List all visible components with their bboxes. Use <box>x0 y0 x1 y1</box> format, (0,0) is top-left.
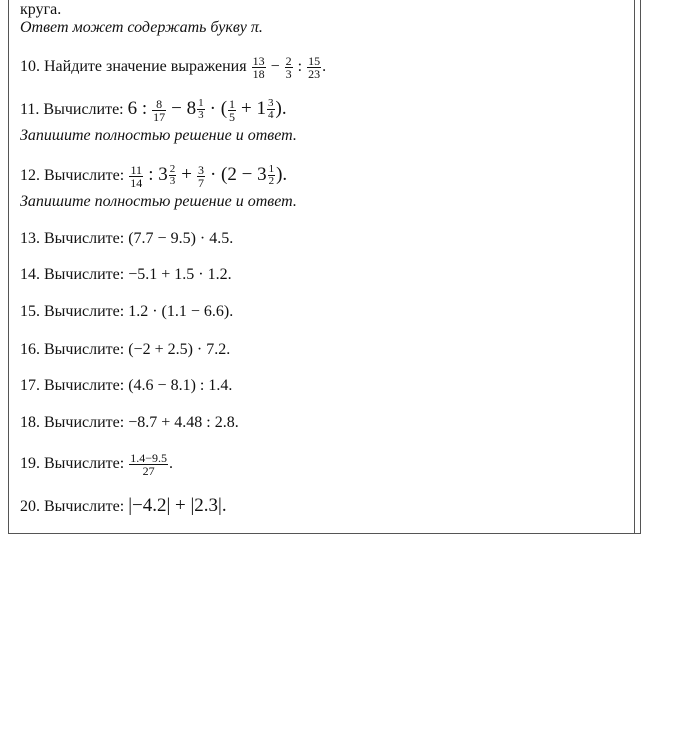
problem-20-expression: |−4.2| + |2.3|. <box>128 495 227 516</box>
problem-19: 19. Вычислите: $\frac{1.4-9.5}{27}$ . <box>20 451 173 478</box>
fraction: $\frac{8}{17}$ <box>153 97 166 124</box>
problem-11-note: Запишите полностью решение и ответ. <box>20 127 297 144</box>
problem-20 <box>20 496 227 517</box>
problem-20-label: 20. Вычислите: <box>20 498 125 515</box>
fraction: $\frac{1}{3}$ <box>198 97 204 122</box>
problem-10: 10. Найдите значение выражения $\frac{13}{18}$ − $\frac{2}{3}$ : $\frac{15}{23}$ . <box>20 54 327 81</box>
problem-16: 16. Вычислите: (−2 + 2.5) · 7.2. <box>20 341 231 358</box>
problem-12-note: Запишите полностью решение и ответ. <box>20 193 297 210</box>
problem-11: 11. Вычислите: 6 : $\frac{8}{17}$ − 8 $\frac{1}{3}$ · ( $\frac{1}{5}$ + 1 $\frac{3}{4}$ ). <box>20 97 287 124</box>
problem-13: 13. Вычислите: (7.7 − 9.5) · 4.5. <box>20 230 234 247</box>
fraction: $\frac{2}{3}$ <box>285 54 292 81</box>
fraction: $\frac{3}{7}$ <box>197 163 204 190</box>
fraction: $\frac{1.4-9.5}{27}$ <box>130 451 167 478</box>
frame-inner-border <box>634 0 635 534</box>
fraction: $\frac{2}{3}$ <box>169 163 176 188</box>
problem-10-label: 10. Найдите значение выражения <box>20 58 247 76</box>
fraction: $\frac{3}{4}$ <box>268 97 274 122</box>
problem-11-label: 11. Вычислите: <box>20 101 124 119</box>
problem-12-label: 12. Вычислите: <box>20 167 125 185</box>
intro-line-1: круга. <box>20 1 62 18</box>
fraction: $\frac{13}{18}$ <box>252 54 265 81</box>
fraction: $\frac{15}{23}$ <box>308 54 321 81</box>
problem-15: 15. Вычислите: 1.2 · (1.1 − 6.6). <box>20 303 234 320</box>
fraction: $\frac{11}{14}$ <box>130 163 143 190</box>
problem-14: 14. Вычислите: −5.1 + 1.5 · 1.2. <box>20 266 232 283</box>
problem-12: 12. Вычислите: $\frac{11}{14}$ : 3 $\frac{2}{3}$ + $\frac{3}{7}$ · (2 − 3 $\frac{1}{2}$ ). <box>20 163 288 190</box>
problem-18: 18. Вычислите: −8.7 + 4.48 : 2.8. <box>20 414 239 431</box>
fraction: $\frac{1}{5}$ <box>229 97 236 124</box>
problem-19-label: 19. Вычислите: <box>20 455 125 473</box>
problem-17: 17. Вычислите: (4.6 − 8.1) : 1.4. <box>20 377 233 394</box>
fraction: $\frac{1}{2}$ <box>268 163 275 188</box>
intro-line-2: Ответ может содержать букву π. <box>20 19 263 36</box>
